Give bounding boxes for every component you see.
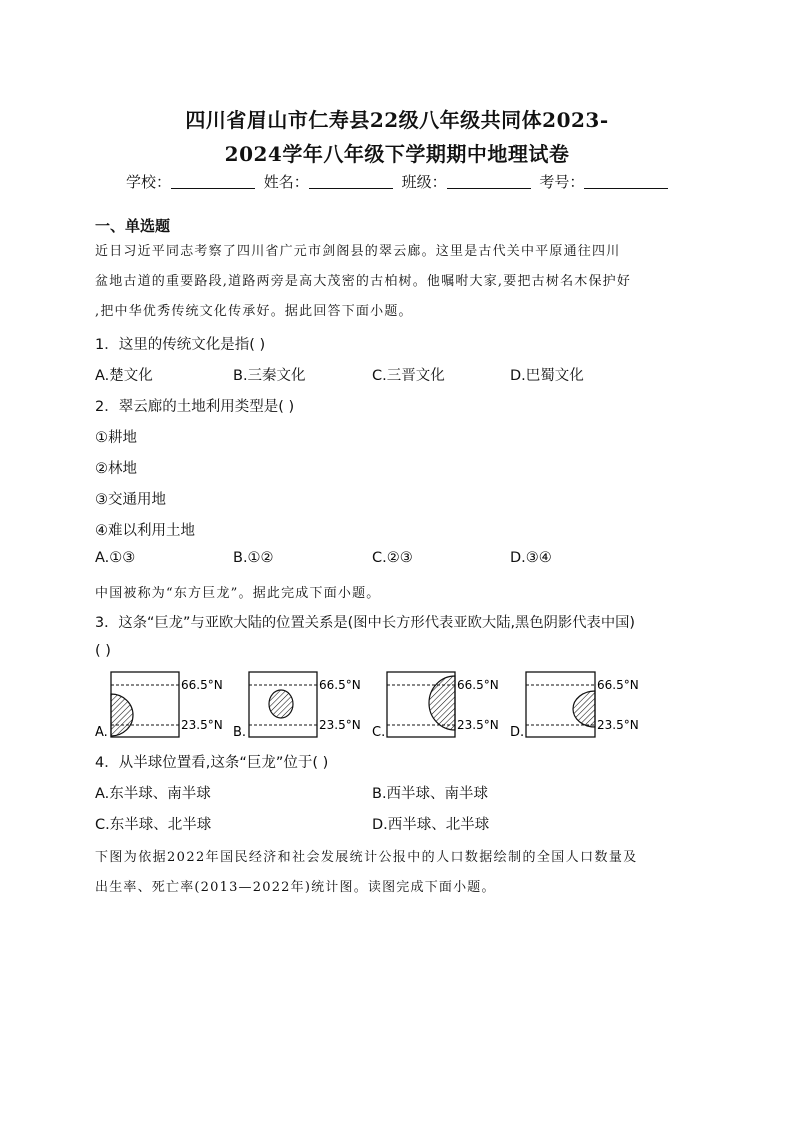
section-title: 一、单选题 <box>95 217 171 235</box>
lat-665-label: 66.5°N <box>597 678 639 692</box>
class-label: 班级： <box>401 173 447 191</box>
q2-item-4: ④难以利用土地 <box>95 523 195 539</box>
q4-stem: 4．从半球位置看,这条“巨龙”位于( ) <box>95 755 329 771</box>
q1-option-b[interactable]: B.三秦文化 <box>233 368 306 384</box>
exam-title-line1: 四川省眉山市仁寿县22级八年级共同体2023- <box>185 108 609 132</box>
q3-paren: ( ) <box>95 643 111 659</box>
material3-line2: 出生率、死亡率(2013—2022年)统计图。读图完成下面小题。 <box>95 880 496 895</box>
lat-235-label: 23.5°N <box>457 718 499 732</box>
number-blank[interactable] <box>584 174 668 189</box>
exam-title-line2: 2024学年八年级下学期期中地理试卷 <box>224 142 570 166</box>
q2-item-1: ①耕地 <box>95 430 137 446</box>
student-info-row <box>126 171 672 192</box>
school-blank[interactable] <box>171 174 255 189</box>
class-blank[interactable] <box>447 174 531 189</box>
material1-line2: 盆地古道的重要路段,道路两旁是高大茂密的古柏树。他嘱咐大家,要把古树名木保护好 <box>95 274 632 289</box>
lat-235-label: 23.5°N <box>181 718 223 732</box>
lat-665-label: 66.5°N <box>457 678 499 692</box>
material1-line1: 近日习近平同志考察了四川省广元市剑阁县的翠云廊。这里是古代关中平原通往四川 <box>95 244 621 259</box>
q2-option-b[interactable]: B.①② <box>233 550 274 566</box>
q1-option-a[interactable]: A.楚文化 <box>95 368 153 384</box>
lat-665-label: 66.5°N <box>319 678 361 692</box>
q4-option-a[interactable]: A.东半球、南半球 <box>95 786 211 802</box>
lat-235-label: 23.5°N <box>319 718 361 732</box>
lat-235-label: 23.5°N <box>597 718 639 732</box>
name-label: 姓名： <box>263 173 309 191</box>
school-label: 学校： <box>126 173 172 191</box>
q3-stem: 3．这条“巨龙”与亚欧大陆的位置关系是(图中长方形代表亚欧大陆,黑色阴影代表中国) <box>95 615 635 631</box>
q2-stem: 2．翠云廊的土地利用类型是( ) <box>95 399 295 415</box>
china-shape-a <box>111 694 133 736</box>
q2-option-a[interactable]: A.①③ <box>95 550 136 566</box>
lat-665-label: 66.5°N <box>181 678 223 692</box>
china-shape-d <box>573 691 595 727</box>
q2-item-3: ③交通用地 <box>95 492 166 508</box>
q1-option-d[interactable]: D.巴蜀文化 <box>510 368 584 384</box>
q3-option-a-label[interactable]: A. <box>95 725 108 740</box>
china-shape-b <box>269 690 293 718</box>
q4-option-b[interactable]: B.西半球、南半球 <box>372 786 489 802</box>
q3-diagram <box>95 666 715 746</box>
number-label: 考号： <box>539 173 585 191</box>
q2-option-c[interactable]: C.②③ <box>372 550 413 566</box>
q1-stem: 1．这里的传统文化是指( ) <box>95 337 266 353</box>
q2-item-2: ②林地 <box>95 461 137 477</box>
q1-option-c[interactable]: C.三晋文化 <box>372 368 445 384</box>
name-blank[interactable] <box>309 174 393 189</box>
q3-option-c-label[interactable]: C. <box>372 725 386 740</box>
china-shape-c <box>429 676 455 730</box>
q3-option-d-label[interactable]: D. <box>510 725 525 740</box>
material2-line1: 中国被称为“东方巨龙”。据此完成下面小题。 <box>95 586 381 601</box>
q4-option-c[interactable]: C.东半球、北半球 <box>95 817 212 833</box>
q2-option-d[interactable]: D.③④ <box>510 550 552 566</box>
material1-line3: ,把中华优秀传统文化传承好。据此回答下面小题。 <box>95 304 413 319</box>
q4-option-d[interactable]: D.西半球、北半球 <box>372 817 490 833</box>
q3-option-b-label[interactable]: B. <box>233 725 247 740</box>
material3-line1: 下图为依据2022年国民经济和社会发展统计公报中的人口数据绘制的全国人口数量及 <box>95 850 638 865</box>
